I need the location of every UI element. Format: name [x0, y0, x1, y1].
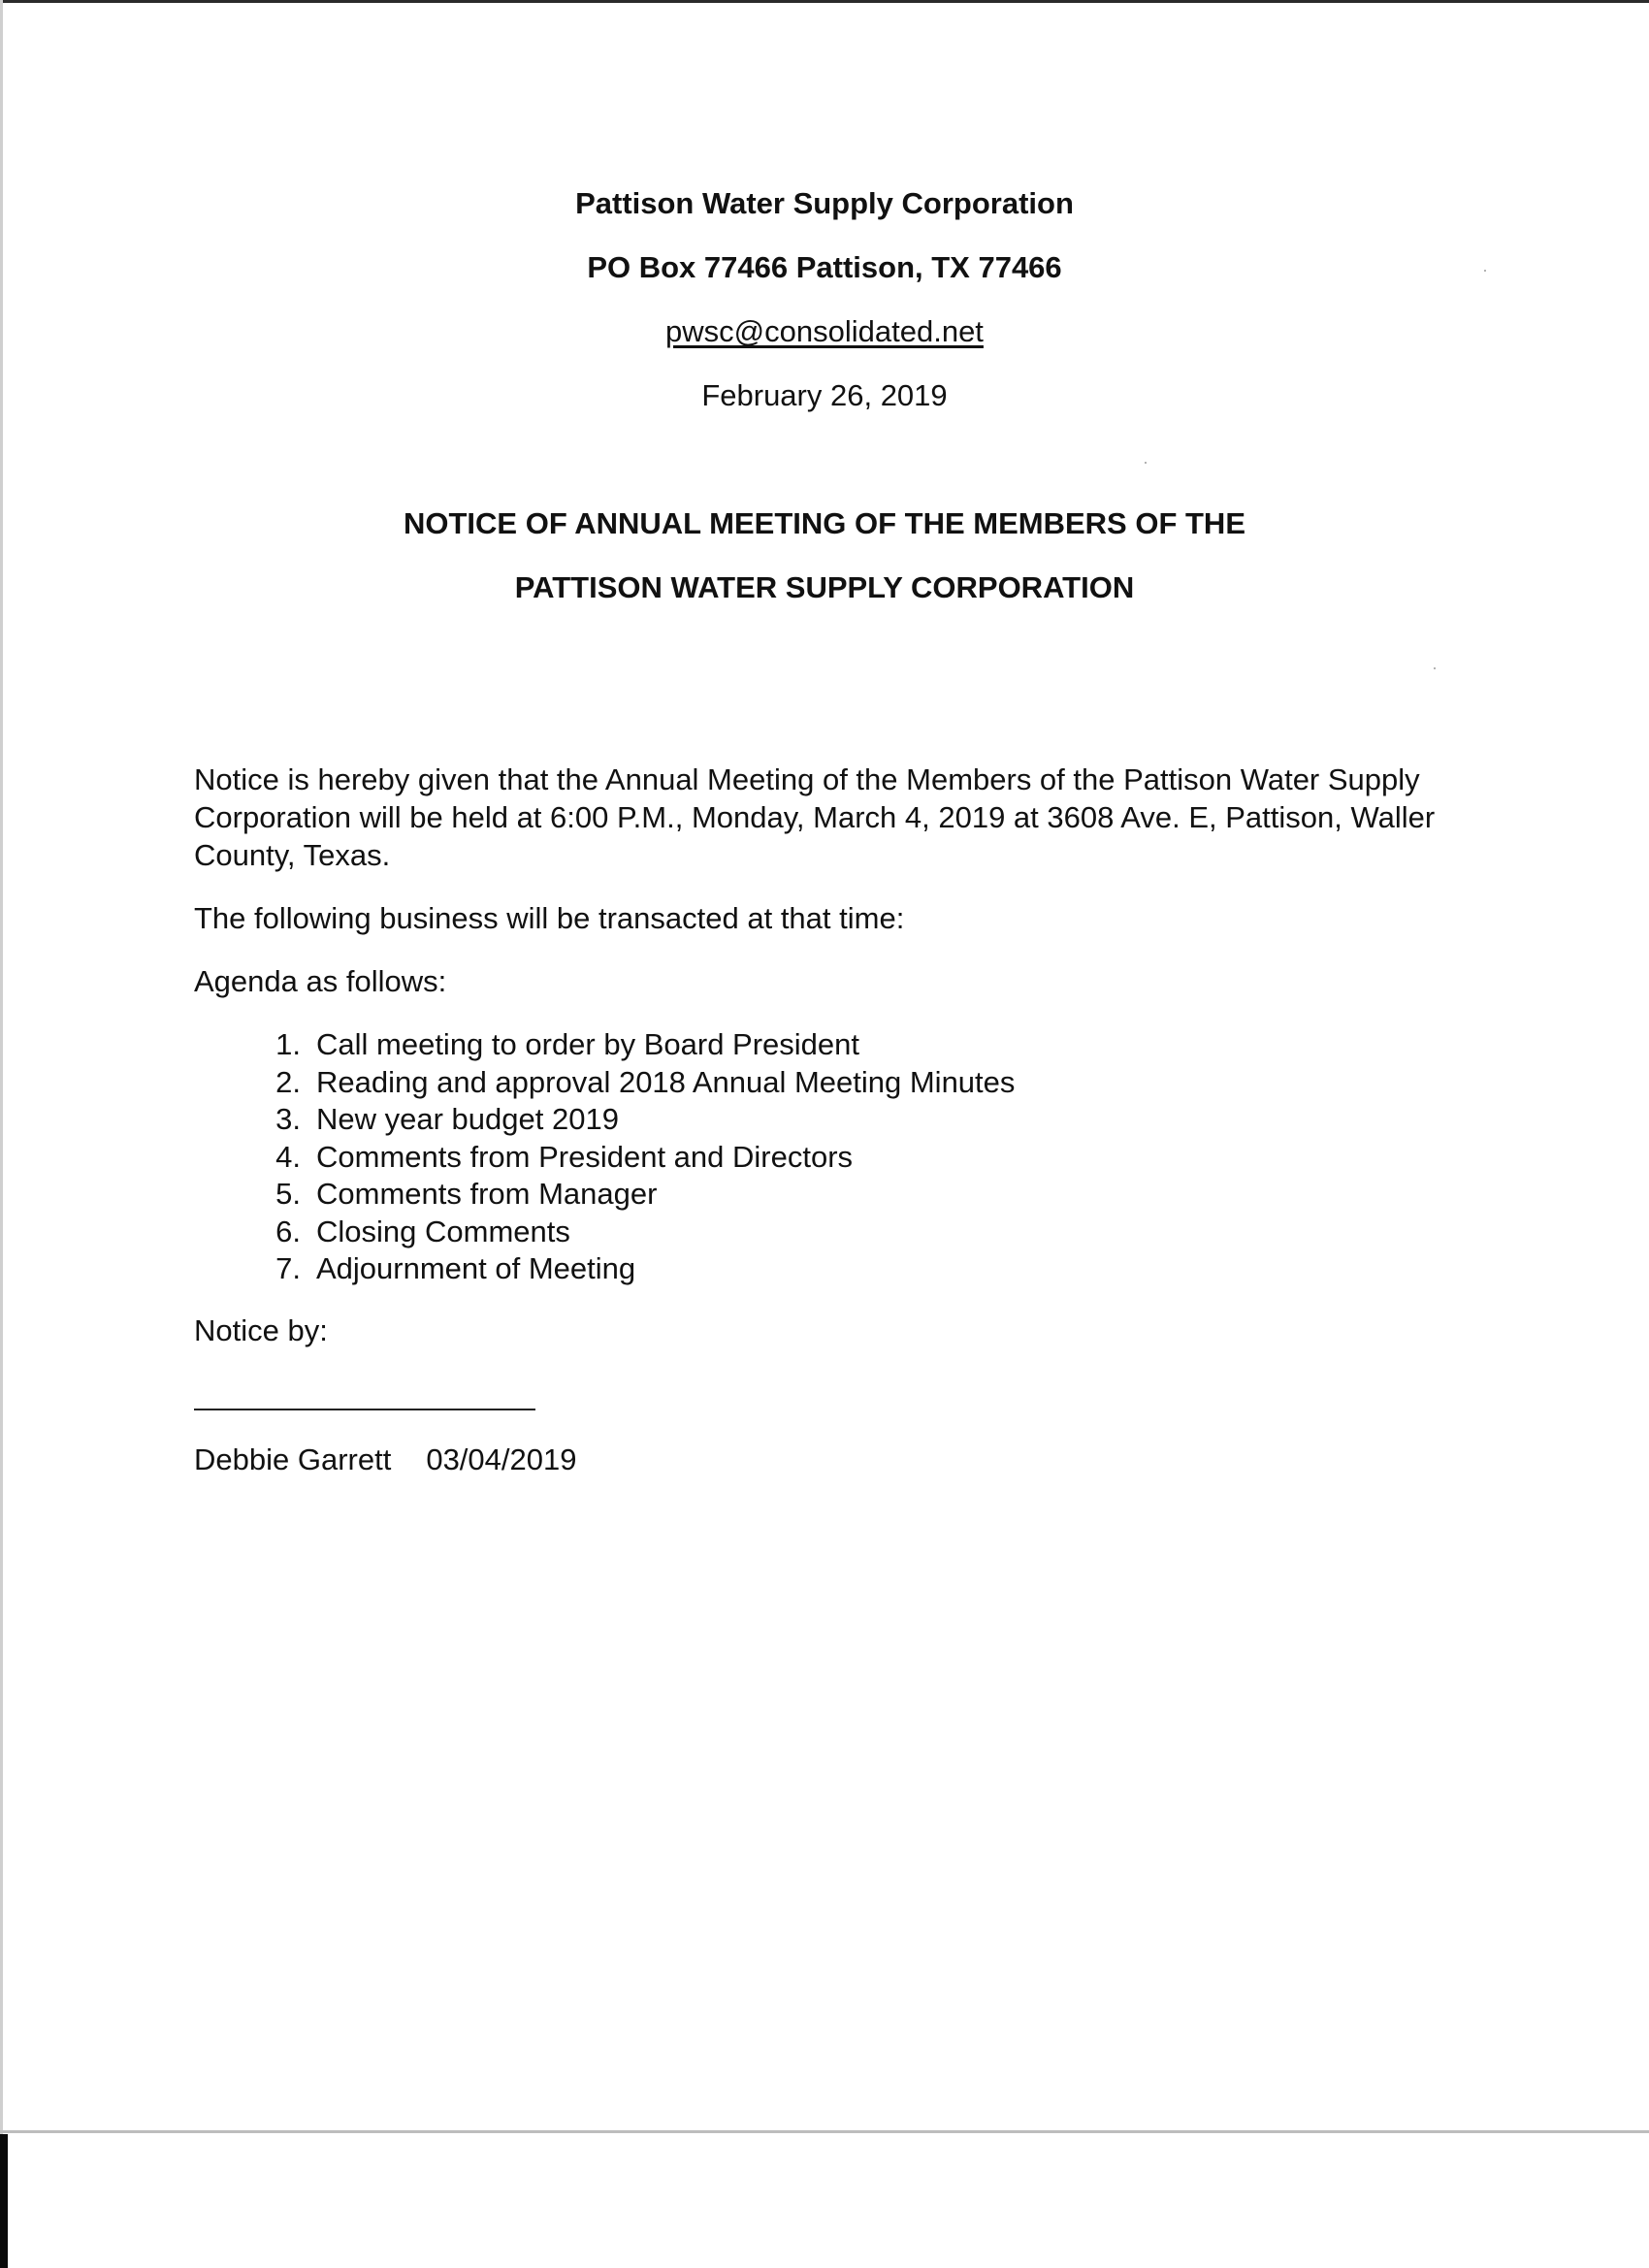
agenda-item-text: Reading and approval 2018 Annual Meeting Minutes [316, 1064, 1016, 1099]
agenda-item-text: Comments from Manager [316, 1177, 658, 1211]
agenda-item-number: 5. [275, 1177, 301, 1211]
business-line: The following business will be transacted at that time: [194, 901, 905, 935]
agenda-item [247, 1139, 1015, 1177]
agenda-item-number: 4. [275, 1139, 301, 1174]
agenda-item-number: 7. [275, 1251, 301, 1285]
letter-date: February 26, 2019 [701, 378, 948, 412]
signer-name: Debbie Garrett [194, 1442, 392, 1476]
agenda-item-text: New year budget 2019 [316, 1102, 619, 1136]
scan-speck [1145, 462, 1147, 464]
agenda-item [247, 1026, 1015, 1064]
agenda-item-text: Adjournment of Meeting [316, 1251, 636, 1285]
organization-name: Pattison Water Supply Corporation [575, 186, 1074, 220]
agenda-item [247, 1101, 1015, 1139]
notice-title-line-1: NOTICE OF ANNUAL MEETING OF THE MEMBERS OF THE [404, 506, 1245, 540]
agenda-item [247, 1176, 1015, 1214]
scan-corner-mark [0, 2134, 8, 2268]
notice-paragraph-block [194, 761, 1455, 874]
agenda-intro-block [194, 962, 1455, 1000]
notice-paragraph: Notice is hereby given that the Annual Meeting of the Members of the Pattison Water Supply Corporation will be held at 6:00 P.M., Monday, March 4, 2019 at 3608 Ave. E, Pattison, Waller County, Texas. [194, 762, 1436, 872]
scan-top-edge [0, 0, 1649, 3]
email-link[interactable]: pwsc@consolidated.net [665, 314, 984, 348]
agenda-item [247, 1214, 1015, 1251]
notice-by-label: Notice by: [194, 1313, 328, 1347]
agenda-item-number: 2. [275, 1064, 301, 1099]
scan-bottom-edge [0, 2130, 1649, 2133]
email-row [0, 312, 1649, 351]
agenda-intro: Agenda as follows: [194, 964, 447, 998]
agenda-item-number: 6. [275, 1214, 301, 1248]
signed-date: 03/04/2019 [426, 1442, 577, 1476]
notice-title-line-2: PATTISON WATER SUPPLY CORPORATION [514, 570, 1135, 604]
signer-row [194, 1441, 576, 1479]
scan-speck [1434, 667, 1436, 669]
mailing-address: PO Box 77466 Pattison, TX 77466 [587, 250, 1062, 284]
agenda-item-text: Call meeting to order by Board President [316, 1027, 860, 1061]
notice-by-block [194, 1312, 1455, 1349]
agenda-item [247, 1064, 1015, 1102]
agenda-item-number: 1. [275, 1027, 301, 1061]
agenda-list [247, 1026, 1015, 1288]
business-line-block [194, 899, 1455, 937]
agenda-item-text: Closing Comments [316, 1214, 570, 1248]
agenda-item-text: Comments from President and Directors [316, 1139, 854, 1174]
agenda-item [247, 1250, 1015, 1288]
signature-line [194, 1409, 535, 1410]
agenda-item-number: 3. [275, 1102, 301, 1136]
